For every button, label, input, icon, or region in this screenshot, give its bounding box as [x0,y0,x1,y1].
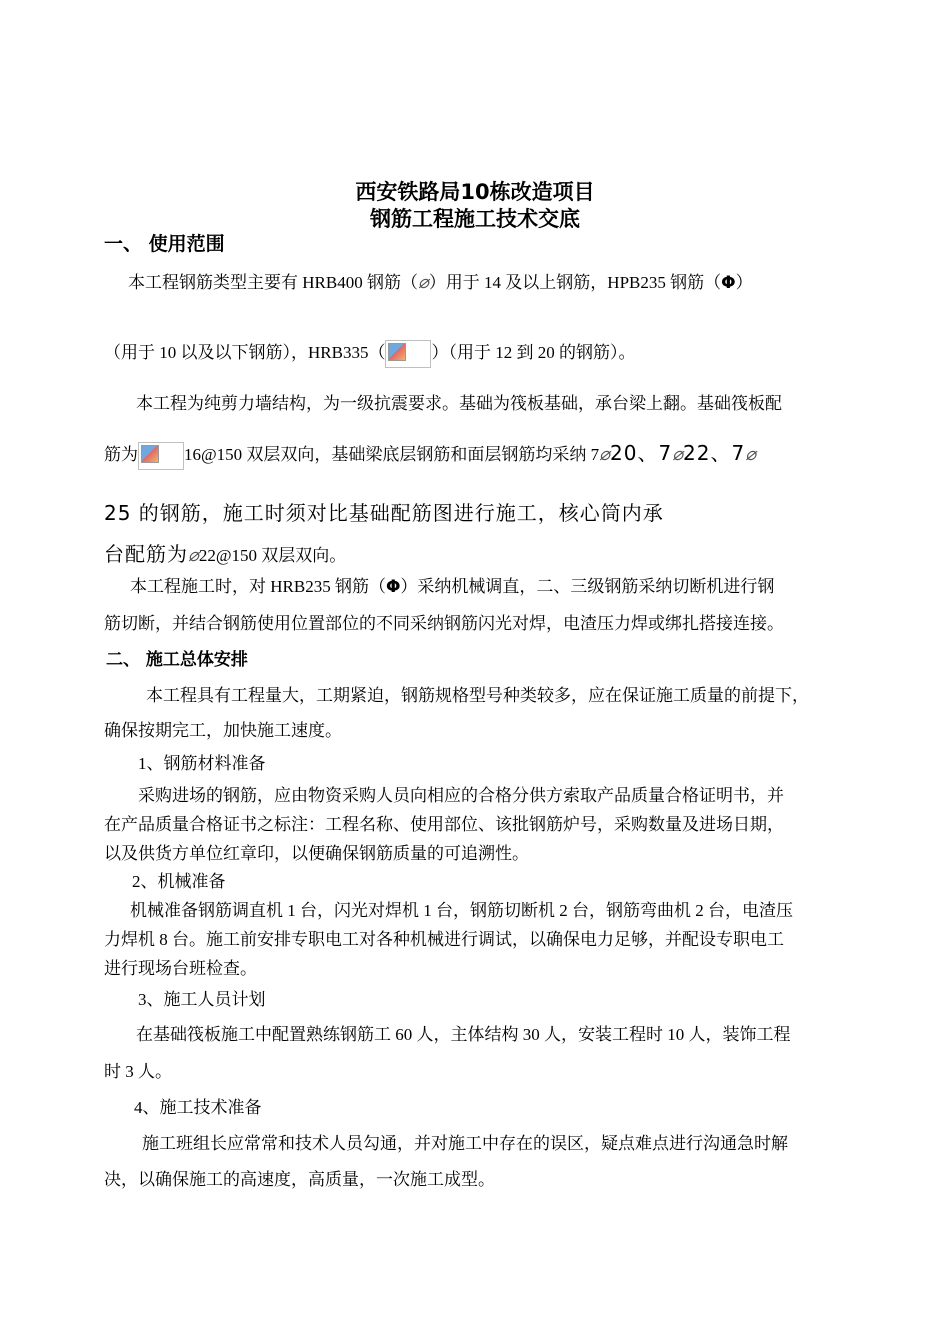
section1-p3-line2: 筋切断，并结合钢筋使用位置部位的不同采纳钢筋闪光对焊，电渣压力焊或绑扎搭接连接。 [104,614,784,633]
text-run: 22@150 双层双向。 [198,546,347,565]
item2-line3: 进行现场台班检查。 [104,959,257,978]
text-run: ）（用于 12 到 20 的钢筋）。 [431,343,636,362]
section1-p1-line2 [104,338,635,368]
text-run: ）采纳机械调直，二、三级钢筋采纳切断机进行钢 [400,577,775,596]
item3-heading: 3、施工人员计划 [138,990,266,1009]
text-run: 本工程施工时，对 HRB235 钢筋（ [130,577,386,596]
phi-symbol: Φ [721,273,736,293]
section2-intro-line1: 本工程具有工程量大，工期紧迫，钢筋规格型号种类较多，应在保证施工质量的前提下， [146,686,809,705]
broken-image-icon [385,340,431,368]
rebar-symbol: ⌀ [672,444,684,464]
rebar-symbol: ⌀ [188,545,199,565]
section2-intro-line2: 确保按期完工，加快施工速度。 [104,721,342,740]
item1-line3: 以及供货方单位红章印，以便确保钢筋质量的可追溯性。 [104,844,529,863]
text-run: 台配筋为 [104,542,188,566]
document-title-line2: 钢筋工程施工技术交底 [370,207,580,231]
phi-symbol: Φ [385,577,401,597]
rebar-symbol: ⌀ [745,444,757,464]
text-run: 本工程钢筋类型主要有 HRB400 钢筋（ [128,273,418,292]
item2-line1: 机械准备钢筋调直机 1 台，闪光对焊机 1 台，钢筋切断机 2 台，钢筋弯曲机 2 台，电渣压 [130,901,793,920]
text-run: 筋为 [104,445,138,464]
item4-heading: 4、施工技术准备 [134,1098,262,1117]
text-run: （用于 10 以及以下钢筋），HRB335（ [104,343,386,362]
section1-p3-line1 [130,572,774,597]
text-run: 20、7 [610,441,673,465]
item4-line1: 施工班组长应常常和技术人员勾通，并对施工中存在的误区，疑点难点进行沟通急时解 [142,1134,788,1153]
section2-heading: 二、 施工总体安排 [106,650,248,670]
text-run: 16@150 双层双向，基础梁底层钢筋和面层钢筋均采纳 7 [184,445,600,464]
rebar-symbol: ⌀ [599,444,610,464]
section1-p1-line1 [128,268,753,293]
section1-p2-line3: 25 的钢筋，施工时须对比基础配筋图进行施工，核心筒内承 [104,501,664,525]
item1-line1: 采购进场的钢筋，应由物资采购人员向相应的合格分供方索取产品质量合格证明书，并 [138,786,784,805]
item4-line2: 决，以确保施工的高速度，高质量，一次施工成型。 [104,1170,495,1189]
item2-line2: 力焊机 8 台。施工前安排专职电工对各种机械进行调试，以确保电力足够，并配设专职电工 [104,930,784,949]
item3-line2: 时 3 人。 [104,1062,172,1081]
item1-heading: 1、钢筋材料准备 [138,754,266,773]
text-run: ） [735,273,753,292]
item1-line2: 在产品质量合格证书之标注：工程名称、使用部位、该批钢筋炉号，采购数量及进场日期， [104,815,784,834]
section1-heading: 一、 使用范围 [104,233,225,255]
text-run: ）用于 14 及以上钢筋，HPB235 钢筋（ [428,273,722,292]
text-run: 22、7 [683,441,746,465]
section1-p2-line1: 本工程为纯剪力墙结构，为一级抗震要求。基础为筏板基础，承台梁上翻。基础筏板配 [136,394,782,413]
section1-p2-line4 [104,538,346,567]
section1-p2-line2 [104,437,756,470]
item2-heading: 2、机械准备 [132,872,226,891]
broken-image-icon [138,442,184,470]
document-title-line1: 西安铁路局10栋改造项目 [355,180,595,204]
item3-line1: 在基础筏板施工中配置熟练钢筋工 60 人，主体结构 30 人，安装工程时 10 人，装饰工程 [136,1025,791,1044]
hrb400-symbol: ⌀ [417,272,429,292]
